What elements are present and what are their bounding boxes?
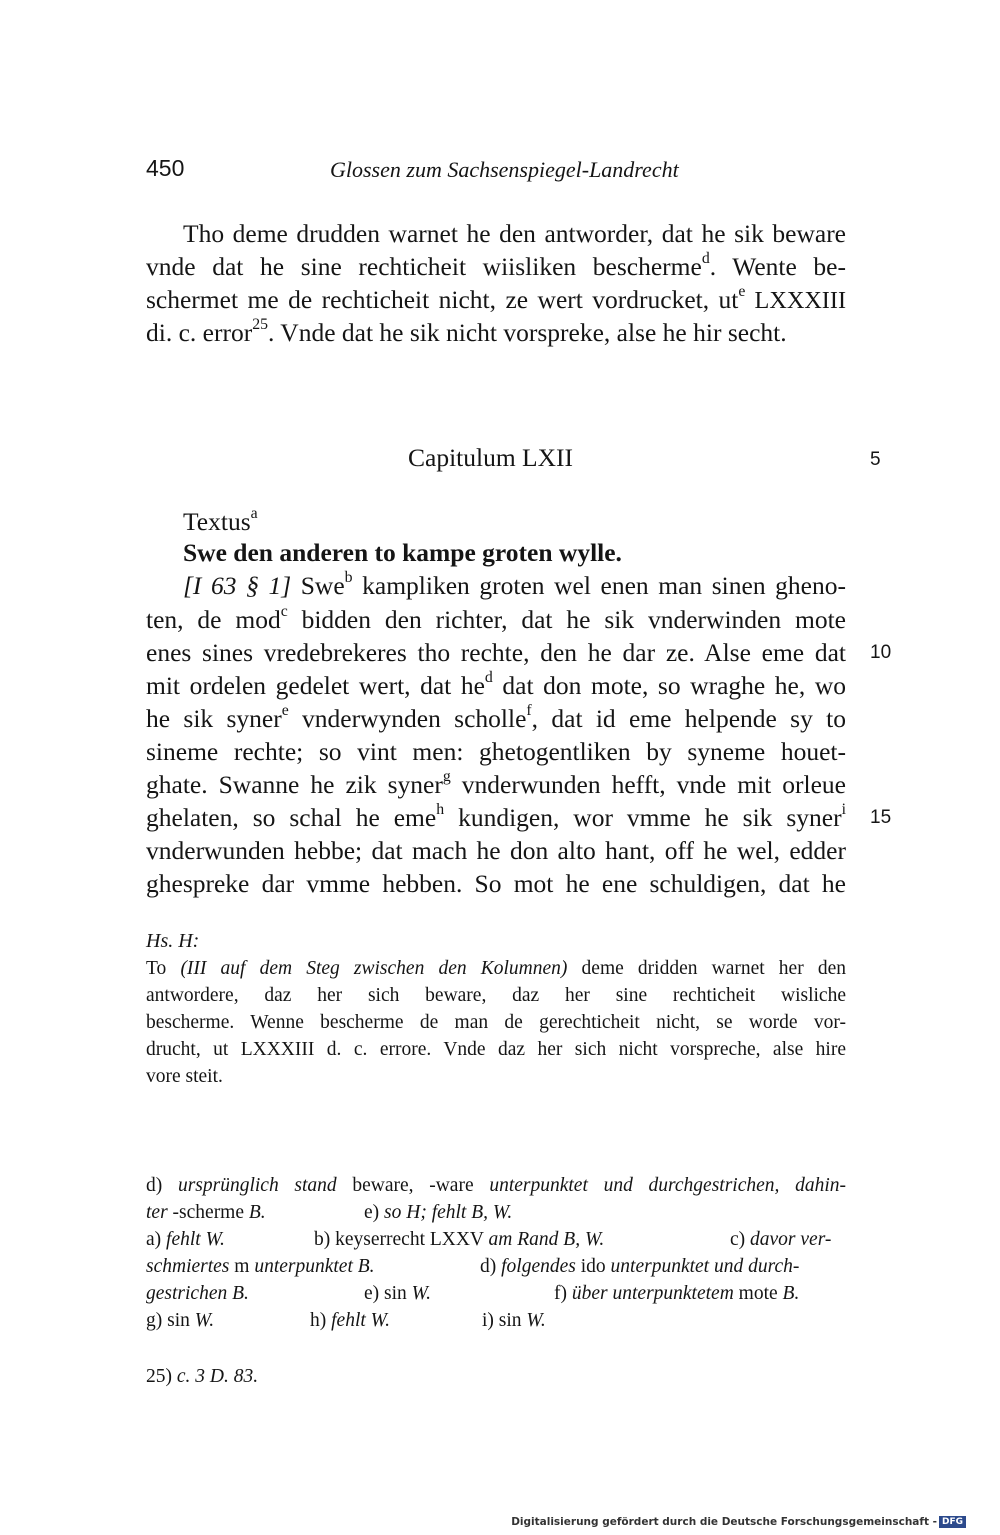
footnote-line: gestrichen B. e) sin W. f) über unterpunktetem mote B. (146, 1283, 800, 1304)
footnote-line: d) ursprünglich stand beware, -ware unterpunktet und durchgestrichen, dahin- (146, 1175, 847, 1196)
footnote-line: schmiertes m unterpunktet B. d) folgendes ido unterpunktet und durch- (146, 1256, 800, 1277)
main-line: ten, de mod$^c$ bidden den richter, dat he sik vnderwinden mote (146, 603, 846, 634)
variant-line: bescherme. Wenne bescherme de man de gerechticheit nicht, se worde vor- (146, 1012, 846, 1033)
line-number: 5 (870, 449, 881, 470)
main-line: he sik syner$^e$ vnderwynden scholle$^f$, dat id eme helpende sy to (146, 702, 846, 733)
gloss-line: vnde dat he sine rechticheit wiisliken bescherme$^d$. Wente be- (146, 250, 846, 281)
line-number: 15 (870, 807, 892, 828)
gloss-line: di. c. error$^{25}$. Vnde dat he sik nicht vorspreke, alse he hir secht. (146, 316, 787, 347)
textus-heading: Swe den anderen to kampe groten wylle. (183, 538, 622, 567)
main-line: vnderwunden hebbe; dat mach he don alto hant, off he wel, edder (146, 836, 846, 865)
main-line: ghelaten, so schal he eme$^h$ kundigen, wor vmme he sik syner$^i$ (146, 801, 846, 832)
variant-line: To (III auf dem Steg zwischen den Kolumnen) deme dridden warnet her den (146, 958, 846, 979)
main-line: sineme rechte; so vint men: ghetogentliken by syneme houet- (146, 737, 846, 766)
line-number: 10 (870, 642, 892, 663)
footnote-line: ter -scherme B. e) so H; fehlt B, W. (146, 1202, 513, 1223)
main-line: enes sines vredebrekeres tho rechte, den he dar ze. Alse eme dat (146, 638, 846, 667)
citation: [I 63 § 1] (183, 571, 292, 600)
gloss-line: Tho deme drudden warnet he den antworder, dat he sik beware (183, 219, 846, 248)
gloss-line: schermet me de rechticheit nicht, ze wert vordrucket, $ut^e$ LXXXIII (146, 283, 847, 314)
footnote-marker: d (701, 250, 710, 268)
main-line: ghate. Swanne he zik syner$^g$ vnderwunden hefft, vnde mit orleue (146, 768, 846, 799)
footnote-line: 25) c. 3 D. 83. (146, 1366, 259, 1387)
main-line: [I 63 § 1] Swe$^b$ kampliken groten wel enen man sinen gheno- (183, 569, 846, 600)
footnote-line: g) sin W. h) fehlt W. i) sin W. (146, 1310, 546, 1331)
footnote-marker: e (738, 283, 746, 301)
dfg-logo: DFG (939, 1516, 966, 1528)
page-number: 450 (146, 155, 185, 181)
main-line: mit ordelen gedelet wert, dat $he^d$ dat don mote, so wraghe he, wo (146, 669, 847, 700)
footnote-marker: 25 (252, 316, 268, 334)
footnote-line: a) fehlt W. b) keyserrecht LXXV am Rand B, W. c) davor ver- (146, 1229, 832, 1250)
variant-line: drucht, ut LXXXIII d. c. errore. Vnde daz her sich nicht vorspreche, alse hire (146, 1039, 846, 1060)
running-title: Glossen zum Sachsenspiegel-Landrecht (330, 157, 679, 182)
main-line: ghespreke dar vmme hebben. So mot he ene schuldigen, dat he (146, 869, 846, 898)
textus-label: Textus$^a$ (183, 505, 258, 536)
variant-line: vore steit. (146, 1066, 223, 1087)
variant-line: antwordere, daz her sich beware, daz her sine rechticheit wisliche (146, 985, 846, 1006)
funding-footer: Digitalisierung gefördert durch die Deutsche Forschungsgemeinschaft - DFG (511, 1516, 966, 1528)
manuscript-label: Hs. H: (146, 930, 200, 952)
chapter-title: Capitulum LXII (408, 443, 574, 472)
